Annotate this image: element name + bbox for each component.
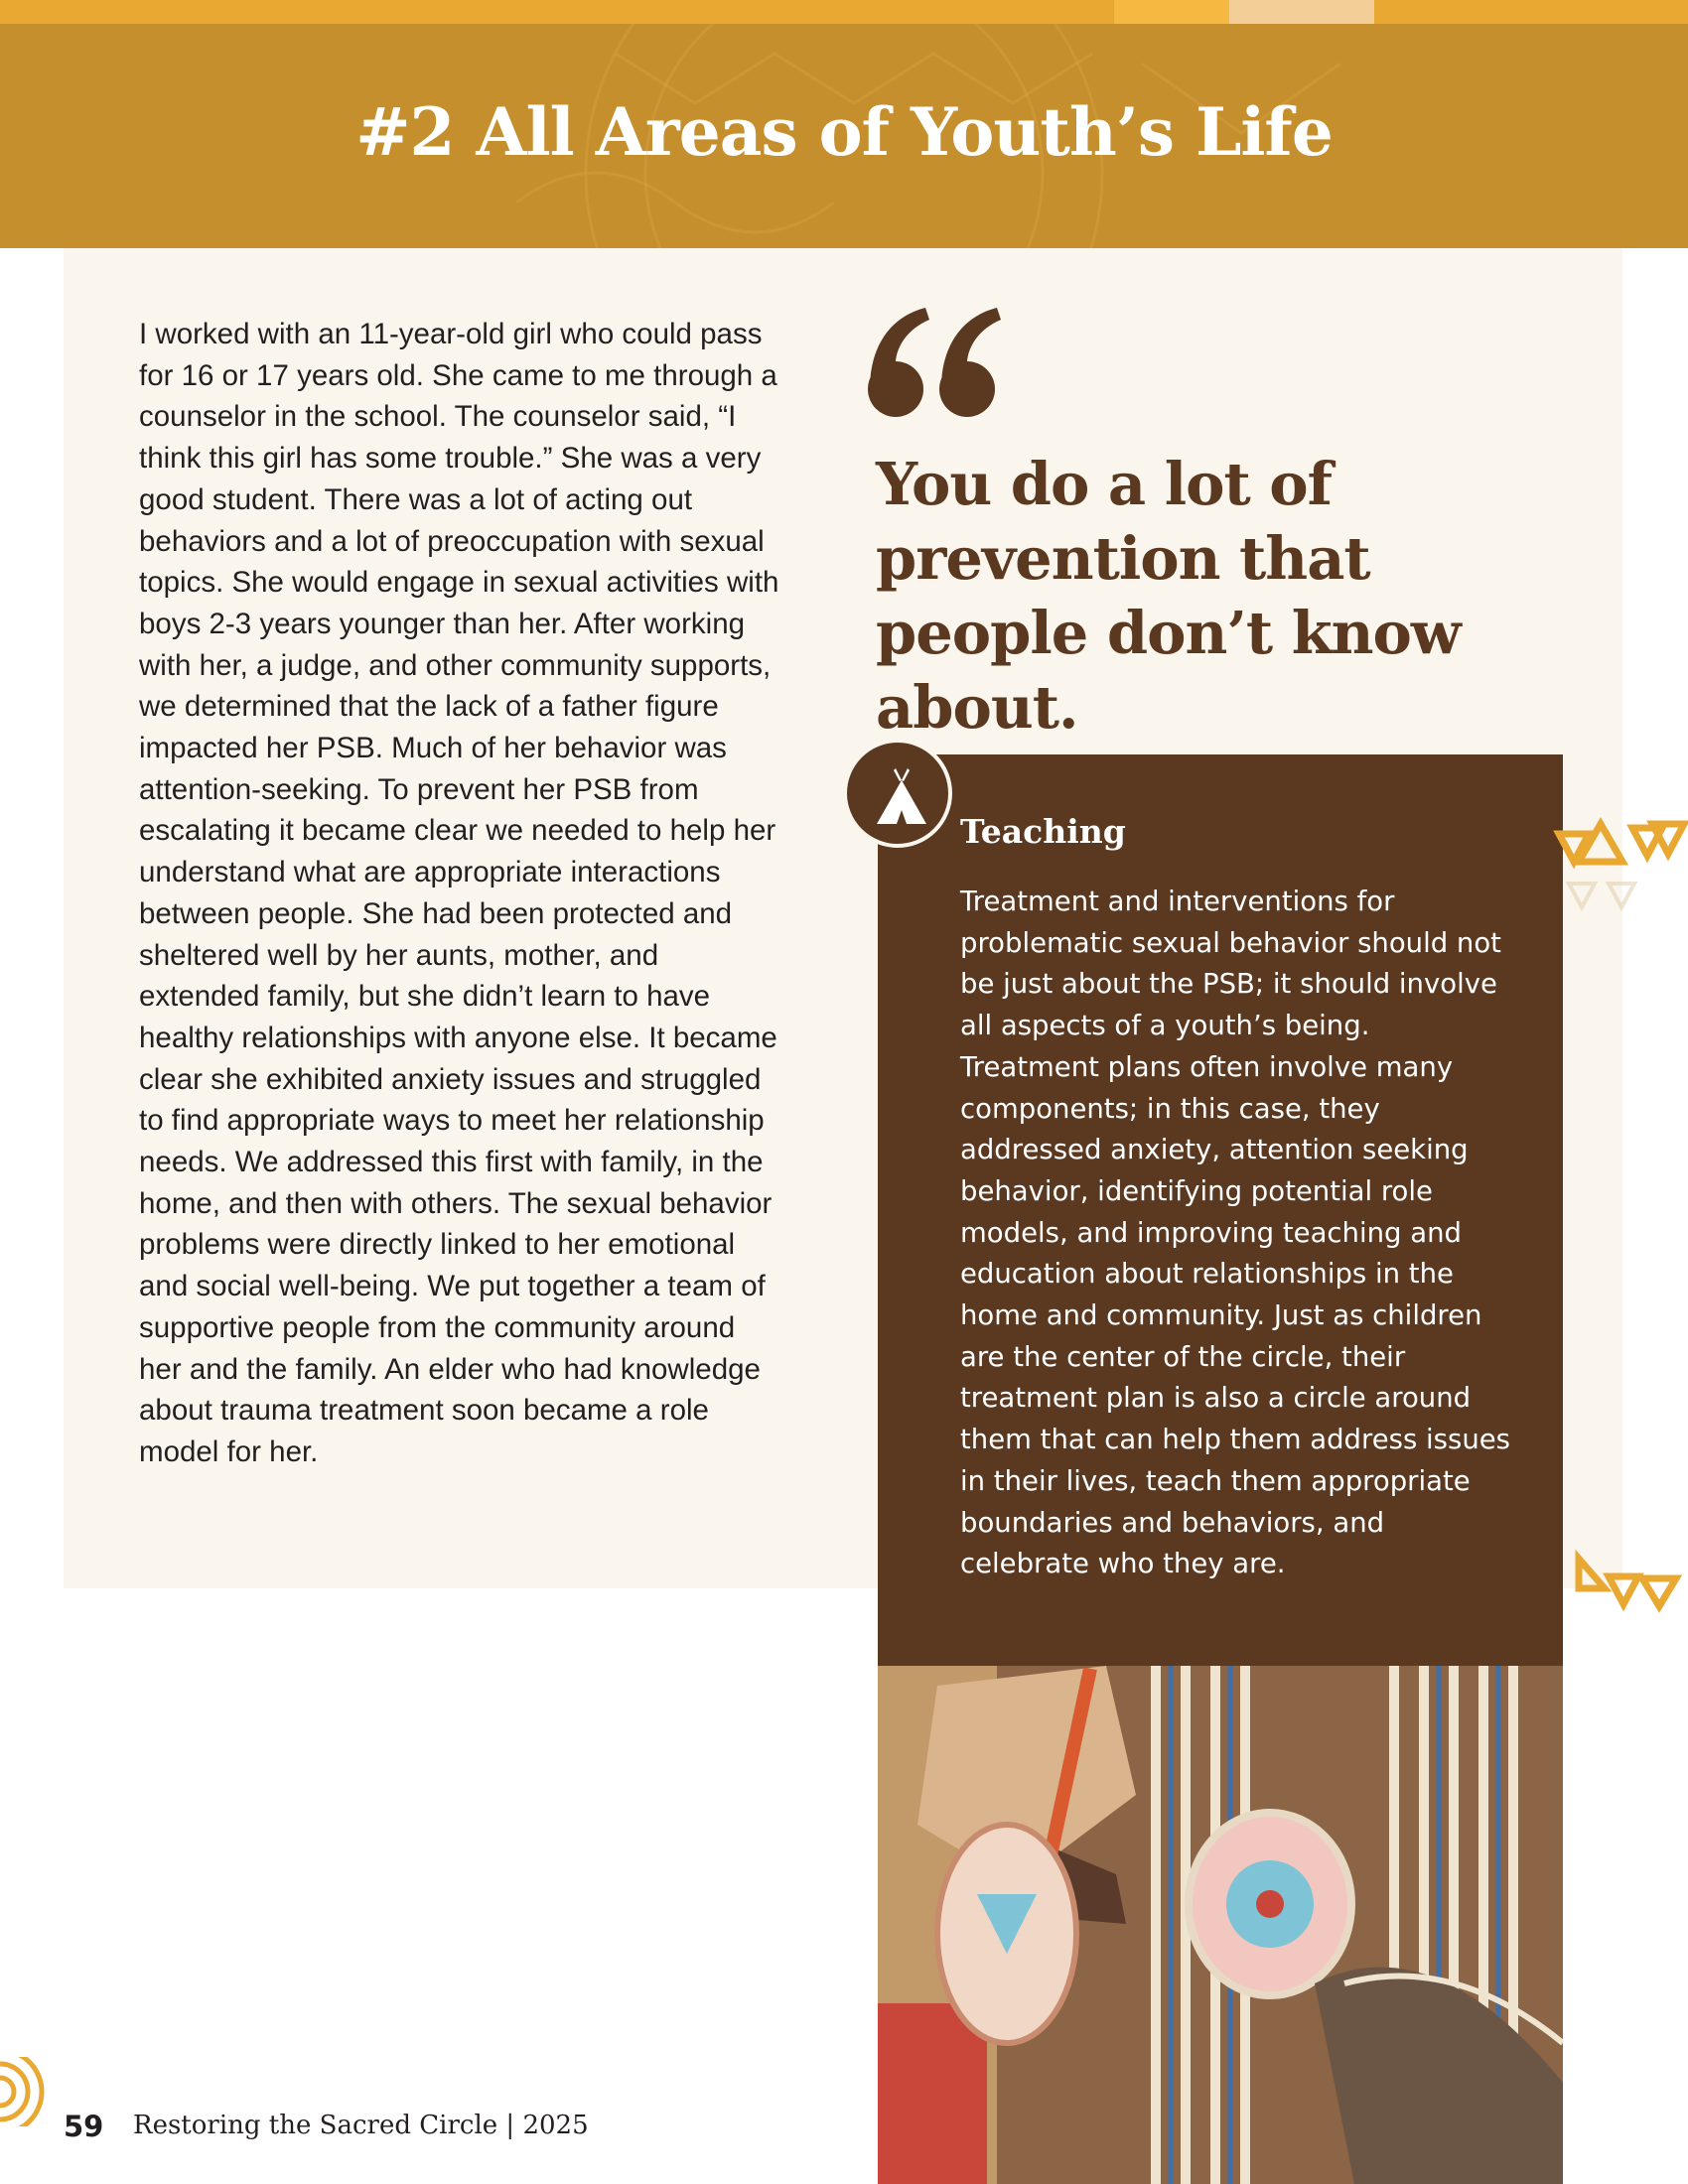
triangle-pattern-icon <box>1569 1549 1688 1638</box>
top-color-strip <box>0 0 1688 24</box>
tipi-badge <box>843 739 952 848</box>
regalia-photo-illustration <box>878 1666 1563 2184</box>
triangle-pattern-icon <box>1549 814 1688 913</box>
page-title: #2 All Areas of Youth’s Life <box>355 93 1333 171</box>
pull-quote: You do a lot of prevention that people don’t know about. <box>876 450 1461 742</box>
teaching-title: Teaching <box>960 812 1126 851</box>
footer-emblem-icon <box>0 2057 48 2126</box>
top-strip-segment <box>1114 0 1229 24</box>
publication-line: Restoring the Sacred Circle | 2025 <box>133 2111 589 2140</box>
regalia-photo <box>878 1666 1563 2184</box>
teaching-body: Treatment and interventions for problematic sexual behavior should not be just about the PSB; it should involve all aspects of a youth’s being. Treatment plans often involve many components; in this case, they addressed anxiety, attention seeking behavior, identifying potential role models, and improving teaching and education about relationships in the home and community. Just as children are the center of the circle, their treatment plan is also a circle around them that can help them address issues in their lives, teach them appropriate boundaries and behaviors, and celebrate who they are. <box>960 886 1510 1580</box>
tipi-icon <box>871 766 932 828</box>
story-text: I worked with an 11-year-old girl who could pass for 16 or 17 years old. She came to me through a counselor in the school. The counselor said, “I think this girl has some trouble.” She was a very good student. There was a lot of acting out behaviors and a lot of preoccupation with sexual topics. She would engage in sexual activities with boys 2-3 years younger than her. After working with her, a judge, and other community supports, we determined that the lack of a father figure impacted her PSB. Much of her behavior was attention-seeking. To prevent her PSB from escalating it became clear we needed to help her understand what are appropriate interactions between people. She had been protected and sheltered well by her aunts, mother, and extended family, but she didn’t learn to have healthy relationships with anyone else. It became clear she exhibited anxiety issues and struggled to find appropriate ways to meet her relationship needs. We addressed this first with family, in the home, and then with others. The sexual behavior problems were directly linked to her emotional and social well-being. We put together a team of supportive people from the community around her and the family. An elder who had knowledge about trauma treatment soon became a role model for her. <box>139 318 779 1468</box>
top-strip-segment <box>1229 0 1374 24</box>
page-number: 59 <box>64 2110 104 2143</box>
quote-mark-icon <box>866 298 1005 427</box>
header-banner <box>0 24 1688 248</box>
